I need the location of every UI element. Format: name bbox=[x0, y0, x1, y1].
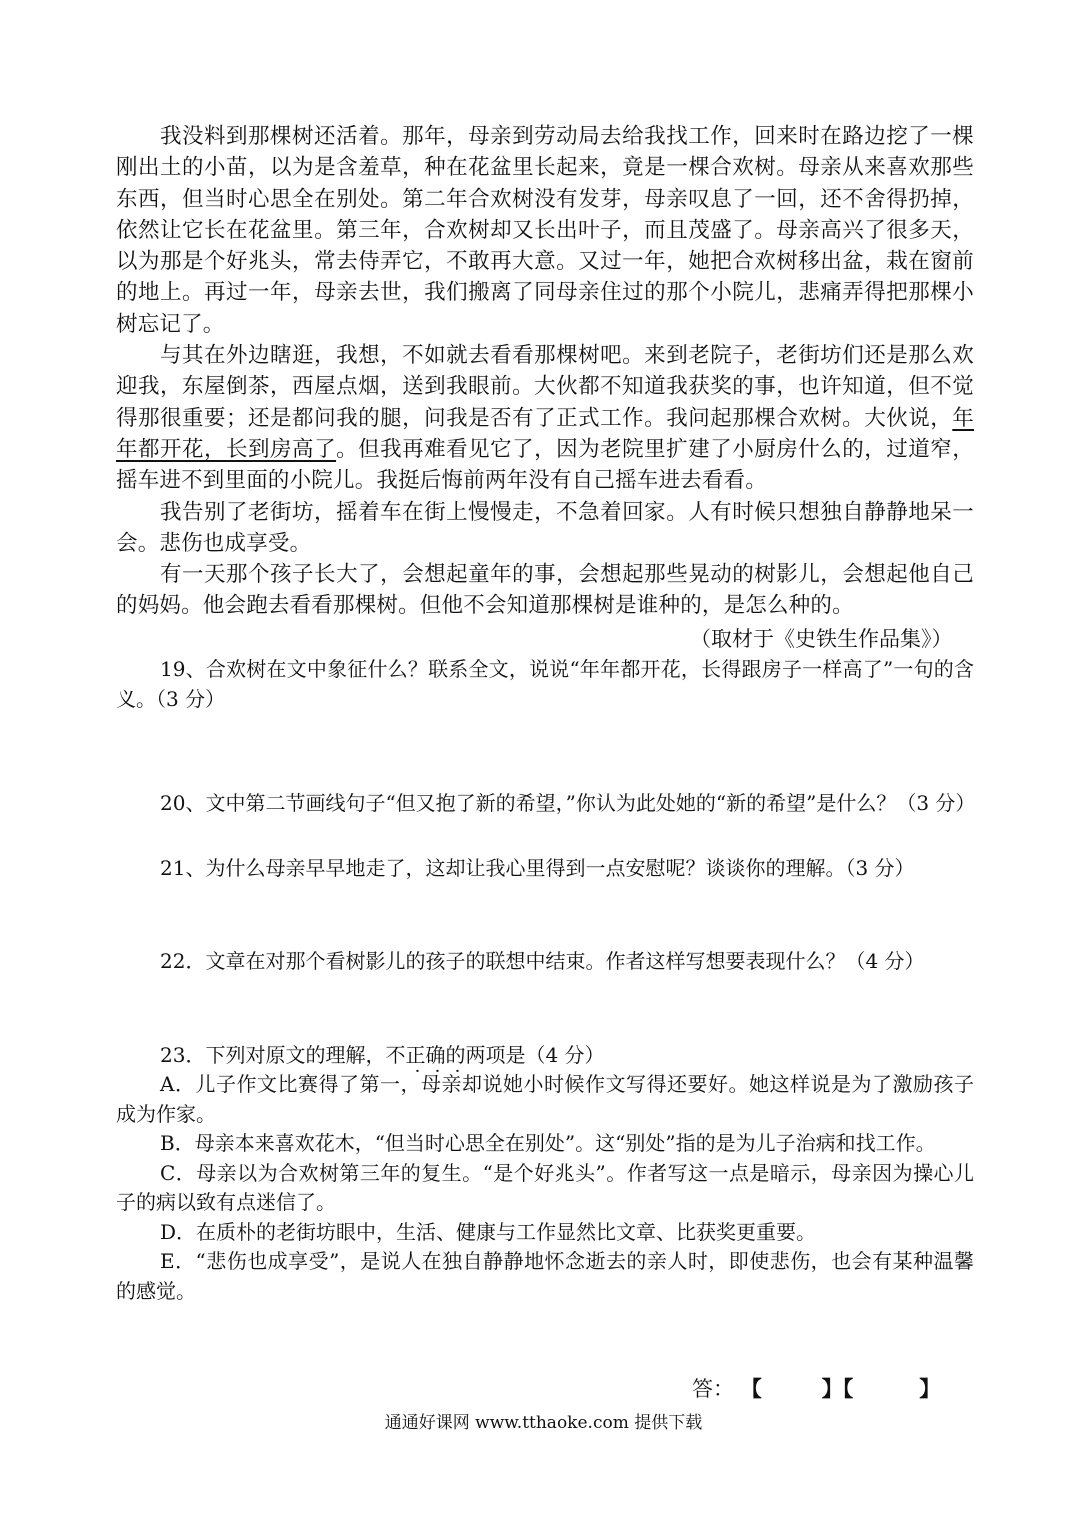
answer-bracket-open: 【 bbox=[740, 1377, 762, 1401]
emphasis-char: 确 bbox=[425, 1042, 446, 1067]
answer-space bbox=[116, 714, 974, 789]
passage-paragraph-2 bbox=[116, 340, 974, 496]
answer-line bbox=[692, 1373, 940, 1403]
question-21: 21、为什么母亲早早地走了，这却让我心里得到一点安慰呢？谈谈你的理解。（3 分） bbox=[160, 855, 915, 880]
question-23 bbox=[116, 1041, 974, 1071]
answer-space bbox=[116, 883, 974, 947]
answer-bracket-close: 】 bbox=[821, 1377, 843, 1401]
answer-space bbox=[116, 819, 974, 854]
option-d: D．在质朴的老街坊眼中，生活、健康与工作显然比文章、比获奖更重要。 bbox=[160, 1219, 817, 1244]
question-23-prefix: 23．下列对原文的理解， bbox=[160, 1042, 386, 1067]
page-footer: 通通好课网 www.tthaoke.com 提供下载 bbox=[384, 1413, 703, 1433]
answer-bracket-open: 【 bbox=[842, 1377, 854, 1401]
question-20: 20、文中第二节画线句子“但又抱了新的希望，”你认为此处她的“新的希望”是什么？（3 分） bbox=[160, 791, 976, 815]
passage-paragraph-2-part-1: 与其在外边瞎逛，我想，不如就去看看那棵树吧。来到老院子，老街坊们还是那么欢迎我，东屋倒茶，西屋点烟，送到我眼前。大伙都不知道我获奖的事，也许知道，但不觉得那很重要；还是都问我的腿，问我是否有了正式工作。我问起那棵合欢树。大伙说， bbox=[116, 343, 974, 431]
emphasis-char: 正 bbox=[405, 1042, 426, 1067]
question-19: 19、合欢树在文中象征什么？联系全文，说说“年年都开花，长得跟房子一样高了”一句的含义。（3 分） bbox=[116, 657, 974, 711]
passage-paragraph-2-part-2: 。但我再难看见它了，因为老院里扩建了小厨房什么的，过道窄，摇车进不到里面的小院儿。我挺后悔前两年没有自己摇车进去看看。 bbox=[116, 436, 974, 494]
passage-paragraph-4: 有一天那个孩子长大了，会想起童年的事，会想起那些晃动的树影儿，会想起他自己的妈妈。他会跑去看看那棵树。但他不会知道那棵树是谁种的，是怎么种的。 bbox=[116, 562, 974, 619]
option-c: C．母亲以为合欢树第三年的复生。“是个好兆头”。作者写这一点是暗示，母亲因为操心儿子的病以致有点迷信了。 bbox=[116, 1160, 974, 1214]
emphasis-char: 不 bbox=[385, 1042, 406, 1067]
passage-paragraph-1: 我没料到那棵树还活着。那年，母亲到劳动局去给我找工作，回来时在路边挖了一棵刚出土的小苗，以为是含羞草，种在花盆里长起来，竟是一棵合欢树。母亲从来喜欢那些东西，但当时心思全在别处。第二年合欢树没有发芽，母亲叹息了一回，还不舍得扔掉，依然让它长在花盆里。第三年，合欢树却又长出叶子，而且茂盛了。母亲高兴了很多天，以为那是个好兆头，常去侍弄它，不敢再大意。又过一年，她把合欢树移出盆，栽在窗前的地上。再过一年，母亲去世，我们搬离了同母亲住过的那个小院儿，悲痛弄得把那棵小树忘记了。 bbox=[116, 124, 974, 337]
question-23-suffix: 的两项是（4 分） bbox=[445, 1042, 605, 1067]
answer-label: 答： bbox=[692, 1377, 734, 1401]
answer-bracket-close: 】 bbox=[919, 1377, 941, 1401]
questions-section bbox=[116, 655, 974, 1306]
underlined-sentence: 年年都开花，长到房高了 bbox=[116, 405, 974, 462]
passage-paragraph-3: 我告别了老街坊，摇着车在街上慢慢走，不急着回家。人有时候只想独自静静地呆一会。悲伤也成享受。 bbox=[116, 499, 974, 556]
reading-passage bbox=[116, 121, 974, 622]
source-citation: （取材于《史铁生作品集》） bbox=[690, 627, 953, 651]
option-e: E．“悲伤也成享受”，是说人在独自静静地怀念逝去的亲人时，即使悲伤，也会有某种温馨的感觉。 bbox=[116, 1249, 974, 1303]
answer-space bbox=[116, 977, 974, 1041]
option-a: A．儿子作文比赛得了第一，母亲却说她小时候作文写得还要好。她这样说是为了激励孩子成为作家。 bbox=[116, 1072, 974, 1126]
option-b: B．母亲本来喜欢花木，“但当时心思全在别处”。这“别处”指的是为儿子治病和找工作。 bbox=[160, 1131, 936, 1155]
question-22: 22．文章在对那个看树影儿的孩子的联想中结束。作者这样写想要表现什么？（4 分） bbox=[160, 949, 925, 973]
